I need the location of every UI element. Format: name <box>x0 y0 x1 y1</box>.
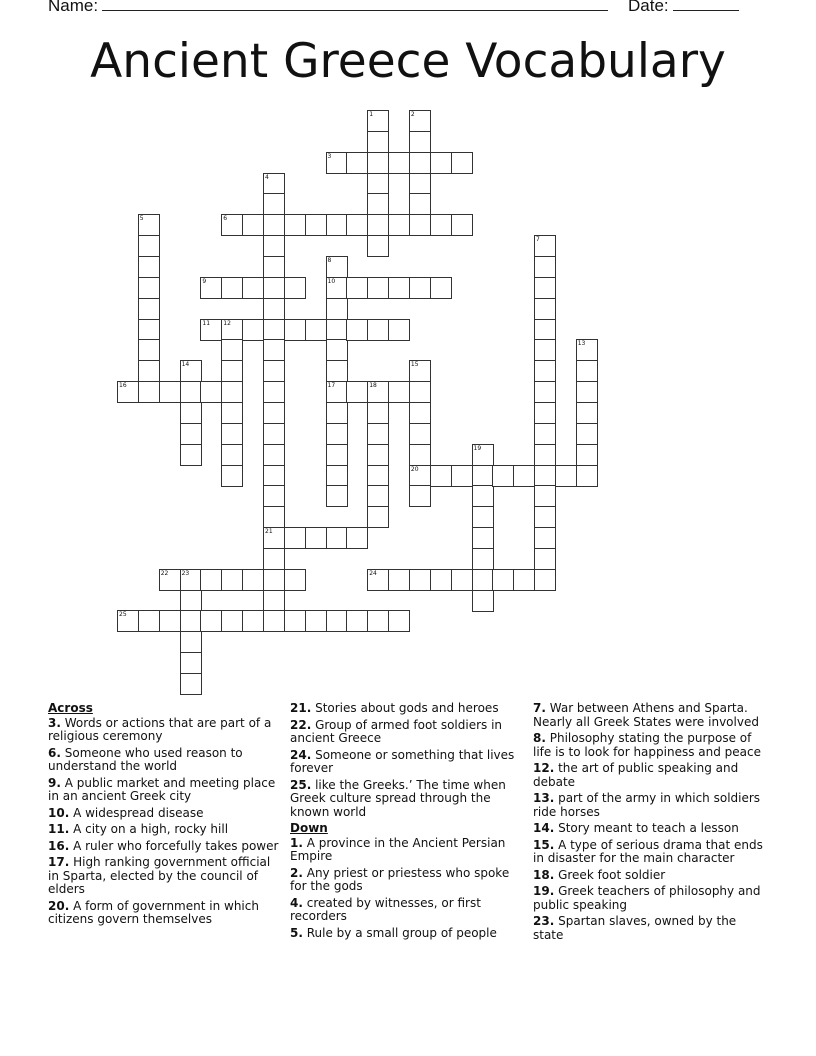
clue-number-label: 19. <box>533 884 555 898</box>
clue-number: 8 <box>327 257 332 264</box>
crossword-cell[interactable] <box>451 465 473 487</box>
crossword-cell[interactable] <box>138 610 160 632</box>
clue-number-label: 15. <box>533 837 555 852</box>
clue-number-label: 24. <box>290 747 312 762</box>
crossword-cell[interactable] <box>367 610 389 632</box>
crossword-cell[interactable] <box>326 214 348 236</box>
clue-item <box>533 822 765 836</box>
crossword-cell[interactable] <box>284 214 306 236</box>
clue-number: 19 <box>473 444 482 452</box>
crossword-cell[interactable] <box>159 569 181 591</box>
clue-text: Words or actions that are part of a religious ceremony <box>48 715 272 743</box>
clue-text: Philosophy stating the purpose of life is to look for happiness and peace <box>533 731 762 759</box>
crossword-cell[interactable] <box>180 360 202 382</box>
clues-column-3 <box>533 702 765 945</box>
crossword-cell[interactable] <box>534 381 556 403</box>
clue-number: 16 <box>119 382 127 390</box>
crossword-cell[interactable] <box>263 444 285 466</box>
clue-item <box>48 840 280 854</box>
clue-item <box>290 779 522 820</box>
crossword-cell[interactable] <box>409 381 431 403</box>
clue-text: A widespread disease <box>69 805 204 820</box>
crossword-cell[interactable] <box>284 610 306 632</box>
crossword-cell[interactable] <box>513 465 535 487</box>
clue-number: 21 <box>265 528 273 535</box>
clue-text: part of the army in which soldiers ride horses <box>533 791 761 819</box>
crossword-cell[interactable] <box>346 152 368 174</box>
crossword-cell[interactable] <box>388 277 410 299</box>
crossword-cell[interactable] <box>242 319 264 341</box>
crossword-cell[interactable] <box>326 444 348 466</box>
crossword-cell[interactable] <box>346 319 368 341</box>
clue-number: 20 <box>410 465 419 473</box>
crossword-cell[interactable] <box>263 465 285 487</box>
clue-item <box>533 869 765 883</box>
crossword-cell[interactable] <box>263 423 285 445</box>
clue-number-label: 10. <box>48 805 70 820</box>
crossword-cell[interactable] <box>534 569 556 591</box>
crossword-cell[interactable] <box>472 590 494 612</box>
crossword-cell[interactable] <box>430 277 452 299</box>
crossword-cell[interactable] <box>200 277 222 299</box>
clue-number-label: 17. <box>48 855 70 869</box>
crossword-cell[interactable] <box>326 339 348 361</box>
crossword-cell[interactable] <box>534 465 556 487</box>
crossword-cell[interactable] <box>180 381 202 403</box>
clue-text: like the Greeks.’ The time when Greek culture spread through the known world <box>290 777 506 819</box>
crossword-cell[interactable] <box>346 610 368 632</box>
crossword-cell[interactable] <box>305 319 327 341</box>
crossword-cell[interactable] <box>326 402 348 424</box>
page-title: Ancient Greece Vocabulary <box>90 34 726 89</box>
crossword-cell[interactable] <box>492 569 514 591</box>
crossword-cell[interactable] <box>534 298 556 320</box>
clue-item <box>290 749 522 776</box>
clue-number-label: 22. <box>290 717 312 732</box>
crossword-cell[interactable] <box>200 569 222 591</box>
crossword-cell[interactable] <box>221 610 243 632</box>
crossword-cell[interactable] <box>472 485 494 507</box>
crossword-cell[interactable] <box>534 277 556 299</box>
clue-text: A city on a high, rocky hill <box>69 822 229 836</box>
clue-number: 3 <box>327 152 332 160</box>
clue-number: 22 <box>160 569 169 577</box>
crossword-cell[interactable] <box>117 610 139 632</box>
clues-column-2 <box>290 702 522 943</box>
crossword-cell[interactable] <box>367 277 389 299</box>
crossword-cell[interactable] <box>409 485 431 507</box>
crossword-cell[interactable] <box>409 423 431 445</box>
crossword-cell[interactable] <box>159 610 181 632</box>
crossword-cell[interactable] <box>513 569 535 591</box>
crossword-cell[interactable] <box>472 444 494 466</box>
crossword-cell[interactable] <box>534 506 556 528</box>
crossword-cell[interactable] <box>534 235 556 257</box>
clue-number: 13 <box>577 340 586 348</box>
crossword-cell[interactable] <box>242 214 264 236</box>
clue-item <box>48 777 280 804</box>
crossword-cell[interactable] <box>117 381 139 403</box>
crossword-cell[interactable] <box>284 527 306 549</box>
date-label: Date: <box>628 0 669 15</box>
crossword-cell[interactable] <box>200 381 222 403</box>
clue-number-label: 16. <box>48 838 70 853</box>
crossword-cell[interactable] <box>263 610 285 632</box>
crossword-cell[interactable] <box>263 319 285 341</box>
clue-number: 14 <box>181 361 190 369</box>
crossword-cell[interactable] <box>305 610 327 632</box>
crossword-cell[interactable] <box>180 423 202 445</box>
crossword-cell[interactable] <box>367 110 389 132</box>
clues-column-1 <box>48 702 280 930</box>
clue-number: 15 <box>410 361 419 369</box>
crossword-cell[interactable] <box>180 590 202 612</box>
clue-number-label: 18. <box>533 867 555 882</box>
crossword-cell[interactable] <box>534 319 556 341</box>
crossword-cell[interactable] <box>180 673 202 695</box>
crossword-cell[interactable] <box>409 444 431 466</box>
crossword-cell[interactable] <box>159 381 181 403</box>
crossword-cell[interactable] <box>576 444 598 466</box>
crossword-cell[interactable] <box>409 360 431 382</box>
clue-number-label: 2. <box>290 865 303 880</box>
crossword-cell[interactable] <box>367 402 389 424</box>
crossword-cell[interactable] <box>367 485 389 507</box>
crossword-cell[interactable] <box>534 402 556 424</box>
crossword-cell[interactable] <box>221 214 243 236</box>
clue-number-label: 6. <box>48 745 61 760</box>
clue-number-label: 23. <box>533 914 555 928</box>
clue-number: 9 <box>202 277 207 285</box>
clue-text: A ruler who forcefully takes power <box>69 838 279 853</box>
crossword-cell[interactable] <box>138 319 160 341</box>
crossword-cell[interactable] <box>242 277 264 299</box>
crossword-cell[interactable] <box>326 319 348 341</box>
crossword-cell[interactable] <box>367 193 389 215</box>
clue-item <box>290 897 522 924</box>
crossword-cell[interactable] <box>263 485 285 507</box>
clue-text: A type of serious drama that ends in disaster for the main character <box>533 837 763 865</box>
clue-text: A province in the Ancient Persian Empire <box>290 835 506 863</box>
crossword-cell[interactable] <box>221 339 243 361</box>
crossword-cell[interactable] <box>263 298 285 320</box>
crossword-cell[interactable] <box>200 319 222 341</box>
crossword-cell[interactable] <box>534 527 556 549</box>
clue-number-label: 11. <box>48 822 70 836</box>
crossword-cell[interactable] <box>409 214 431 236</box>
clue-number: 25 <box>119 611 127 619</box>
clue-text: Spartan slaves, owned by the state <box>533 914 737 942</box>
clue-number: 17 <box>327 382 336 390</box>
crossword-cell[interactable] <box>263 360 285 382</box>
crossword-cell[interactable] <box>180 610 202 632</box>
crossword-cell[interactable] <box>221 402 243 424</box>
crossword-cell[interactable] <box>263 256 285 278</box>
crossword-cell[interactable] <box>367 569 389 591</box>
crossword-cell[interactable] <box>367 319 389 341</box>
crossword-cell[interactable] <box>180 569 202 591</box>
crossword-cell[interactable] <box>221 319 243 341</box>
clue-text: Greek foot soldier <box>554 867 666 882</box>
clue-text: the art of public speaking and debate <box>533 761 739 789</box>
crossword-cell[interactable] <box>326 527 348 549</box>
clue-item <box>533 915 765 942</box>
crossword-cell[interactable] <box>263 506 285 528</box>
clue-text: Stories about gods and heroes <box>311 701 499 715</box>
crossword-cell[interactable] <box>367 381 389 403</box>
clue-number: 11 <box>202 319 211 327</box>
crossword-cell[interactable] <box>534 548 556 570</box>
crossword-cell[interactable] <box>430 465 452 487</box>
crossword-cell[interactable] <box>367 423 389 445</box>
crossword-cell[interactable] <box>221 360 243 382</box>
crossword-cell[interactable] <box>242 610 264 632</box>
crossword-cell[interactable] <box>263 214 285 236</box>
crossword-cell[interactable] <box>576 339 598 361</box>
crossword-cell[interactable] <box>346 527 368 549</box>
crossword-cell[interactable] <box>263 402 285 424</box>
crossword-cell[interactable] <box>221 277 243 299</box>
crossword-cell[interactable] <box>263 569 285 591</box>
clue-text: Greek teachers of philosophy and public speaking <box>533 884 761 912</box>
crossword-cell[interactable] <box>409 152 431 174</box>
crossword-cell[interactable] <box>472 527 494 549</box>
crossword-cell[interactable] <box>576 360 598 382</box>
clue-number-label: 12. <box>533 761 555 775</box>
clue-number-label: 13. <box>533 791 555 805</box>
crossword-cell[interactable] <box>388 152 410 174</box>
clue-number-label: 25. <box>290 777 312 792</box>
clue-number: 23 <box>181 569 190 577</box>
crossword-cell[interactable] <box>180 631 202 653</box>
crossword-cell[interactable] <box>305 214 327 236</box>
crossword-cell[interactable] <box>180 402 202 424</box>
crossword-cell[interactable] <box>534 444 556 466</box>
crossword-cell[interactable] <box>346 214 368 236</box>
crossword-cell[interactable] <box>346 381 368 403</box>
crossword-cell[interactable] <box>326 465 348 487</box>
crossword-cell[interactable] <box>138 256 160 278</box>
clue-item <box>533 839 765 866</box>
crossword-cell[interactable] <box>326 277 348 299</box>
clue-number-label: 5. <box>290 925 303 940</box>
clue-text: Any priest or priestess who spoke for the gods <box>290 865 510 893</box>
clue-item <box>290 927 522 941</box>
crossword-cell[interactable] <box>221 444 243 466</box>
crossword-cell[interactable] <box>367 131 389 153</box>
crossword-cell[interactable] <box>451 152 473 174</box>
clue-number: 7 <box>536 236 540 244</box>
crossword-cell[interactable] <box>409 173 431 195</box>
clue-item <box>48 747 280 774</box>
crossword-cell[interactable] <box>367 152 389 174</box>
clue-item <box>290 867 522 894</box>
crossword-cell[interactable] <box>534 423 556 445</box>
clue-item <box>290 719 522 746</box>
clue-number-label: 3. <box>48 715 61 730</box>
clue-item <box>533 792 765 819</box>
clue-item <box>533 762 765 789</box>
crossword-cell[interactable] <box>388 319 410 341</box>
crossword-cell[interactable] <box>326 298 348 320</box>
clue-number-label: 1. <box>290 835 303 850</box>
crossword-cell[interactable] <box>409 131 431 153</box>
clue-item <box>290 702 522 716</box>
crossword-cell[interactable] <box>263 381 285 403</box>
crossword-cell[interactable] <box>263 339 285 361</box>
crossword-cell[interactable] <box>576 465 598 487</box>
crossword-cell[interactable] <box>367 214 389 236</box>
crossword-cell[interactable] <box>263 277 285 299</box>
clue-text: High ranking government official in Sparta, elected by the council of elders <box>48 855 271 896</box>
clue-text: Rule by a small group of people <box>302 925 497 940</box>
clue-number: 12 <box>223 319 231 327</box>
clue-number: 1 <box>369 111 374 118</box>
crossword-cell[interactable] <box>534 256 556 278</box>
crossword-cell[interactable] <box>472 506 494 528</box>
crossword-cell[interactable] <box>221 381 243 403</box>
clue-number: 4 <box>265 173 269 181</box>
clue-number-label: 14. <box>533 821 555 835</box>
crossword-cell[interactable] <box>472 548 494 570</box>
clue-item <box>290 837 522 864</box>
crossword-cell[interactable] <box>284 569 306 591</box>
crossword-cell[interactable] <box>451 214 473 236</box>
crossword-cell[interactable] <box>430 214 452 236</box>
crossword-cell[interactable] <box>284 319 306 341</box>
crossword-cell[interactable] <box>138 277 160 299</box>
crossword-cell[interactable] <box>409 193 431 215</box>
crossword-cell[interactable] <box>221 569 243 591</box>
crossword-cell[interactable] <box>242 569 264 591</box>
crossword-cell[interactable] <box>263 590 285 612</box>
clue-number: 10 <box>327 277 336 285</box>
crossword-cell[interactable] <box>388 381 410 403</box>
crossword-cell[interactable] <box>221 465 243 487</box>
crossword-cell[interactable] <box>430 152 452 174</box>
crossword-cell[interactable] <box>326 360 348 382</box>
crossword-cell[interactable] <box>326 610 348 632</box>
crossword-cell[interactable] <box>200 610 222 632</box>
crossword-cell[interactable] <box>388 569 410 591</box>
across-heading: Across <box>48 701 93 715</box>
clue-text: Story meant to teach a lesson <box>554 821 739 835</box>
clue-number-label: 20. <box>48 898 70 913</box>
clue-item <box>533 885 765 912</box>
crossword-cell[interactable] <box>326 423 348 445</box>
crossword-cell[interactable] <box>326 152 348 174</box>
clue-item <box>48 823 280 837</box>
crossword-cell[interactable] <box>534 339 556 361</box>
crossword-cell[interactable] <box>180 652 202 674</box>
crossword-cell[interactable] <box>576 381 598 403</box>
crossword-cell[interactable] <box>409 569 431 591</box>
clue-number-label: 4. <box>290 895 303 910</box>
clue-number-label: 7. <box>533 701 546 715</box>
clue-number: 24 <box>369 569 377 577</box>
crossword-cell[interactable] <box>305 527 327 549</box>
name-label: Name: <box>48 0 99 15</box>
clue-item <box>48 900 280 927</box>
crossword-cell[interactable] <box>492 465 514 487</box>
crossword-cell[interactable] <box>138 339 160 361</box>
crossword-cell[interactable] <box>576 402 598 424</box>
crossword-cell[interactable] <box>367 465 389 487</box>
crossword-cell[interactable] <box>138 235 160 257</box>
crossword-cell[interactable] <box>367 444 389 466</box>
crossword-cell[interactable] <box>388 214 410 236</box>
clue-number: 5 <box>139 215 144 223</box>
crossword-cell[interactable] <box>326 485 348 507</box>
crossword-cell[interactable] <box>367 506 389 528</box>
clue-text: War between Athens and Sparta. Nearly all Greek States were involved <box>533 701 759 729</box>
clue-item <box>533 732 765 759</box>
crossword-cell[interactable] <box>263 235 285 257</box>
crossword-cell[interactable] <box>409 465 431 487</box>
clue-item <box>48 807 280 821</box>
crossword-cell[interactable] <box>263 527 285 549</box>
clue-text: A public market and meeting place in an ancient Greek city <box>48 775 276 803</box>
crossword-cell[interactable] <box>138 214 160 236</box>
crossword-cell[interactable] <box>284 277 306 299</box>
clue-item <box>533 702 765 729</box>
crossword-cell[interactable] <box>451 569 473 591</box>
clue-item <box>48 856 280 897</box>
clue-number: 18 <box>369 382 377 390</box>
clue-number-label: 21. <box>290 701 312 715</box>
down-heading: Down <box>290 821 328 835</box>
crossword-cell[interactable] <box>346 277 368 299</box>
crossword-cell[interactable] <box>180 444 202 466</box>
clue-number: 2 <box>410 111 415 118</box>
crossword-cell[interactable] <box>409 402 431 424</box>
crossword-cell[interactable] <box>409 277 431 299</box>
crossword-cell[interactable] <box>409 110 431 132</box>
clue-text: Someone or something that lives forever <box>290 747 515 775</box>
clue-number: 6 <box>223 215 228 223</box>
crossword-cell[interactable] <box>221 423 243 445</box>
crossword-cell[interactable] <box>388 610 410 632</box>
clue-text: created by witnesses, or first recorders <box>290 895 481 923</box>
crossword-cell[interactable] <box>534 360 556 382</box>
clue-text: Someone who used reason to understand the world <box>48 745 243 773</box>
crossword-cell[interactable] <box>263 173 285 195</box>
crossword-cell[interactable] <box>138 381 160 403</box>
crossword-cell[interactable] <box>138 360 160 382</box>
crossword-cell[interactable] <box>472 569 494 591</box>
crossword-cell[interactable] <box>534 485 556 507</box>
clue-item <box>48 717 280 744</box>
clue-text: A form of government in which citizens govern themselves <box>48 898 259 926</box>
crossword-cell[interactable] <box>326 256 348 278</box>
clue-number-label: 9. <box>48 775 61 790</box>
crossword-cell[interactable] <box>367 173 389 195</box>
clue-number-label: 8. <box>533 731 546 745</box>
crossword-cell[interactable] <box>430 569 452 591</box>
crossword-cell[interactable] <box>472 465 494 487</box>
crossword-cell[interactable] <box>576 423 598 445</box>
crossword-cell[interactable] <box>263 193 285 215</box>
crossword-cell[interactable] <box>555 465 577 487</box>
crossword-cell[interactable] <box>367 235 389 257</box>
crossword-cell[interactable] <box>138 298 160 320</box>
crossword-cell[interactable] <box>326 381 348 403</box>
clue-text: Group of armed foot soldiers in ancient Greece <box>290 717 503 745</box>
crossword-cell[interactable] <box>263 548 285 570</box>
